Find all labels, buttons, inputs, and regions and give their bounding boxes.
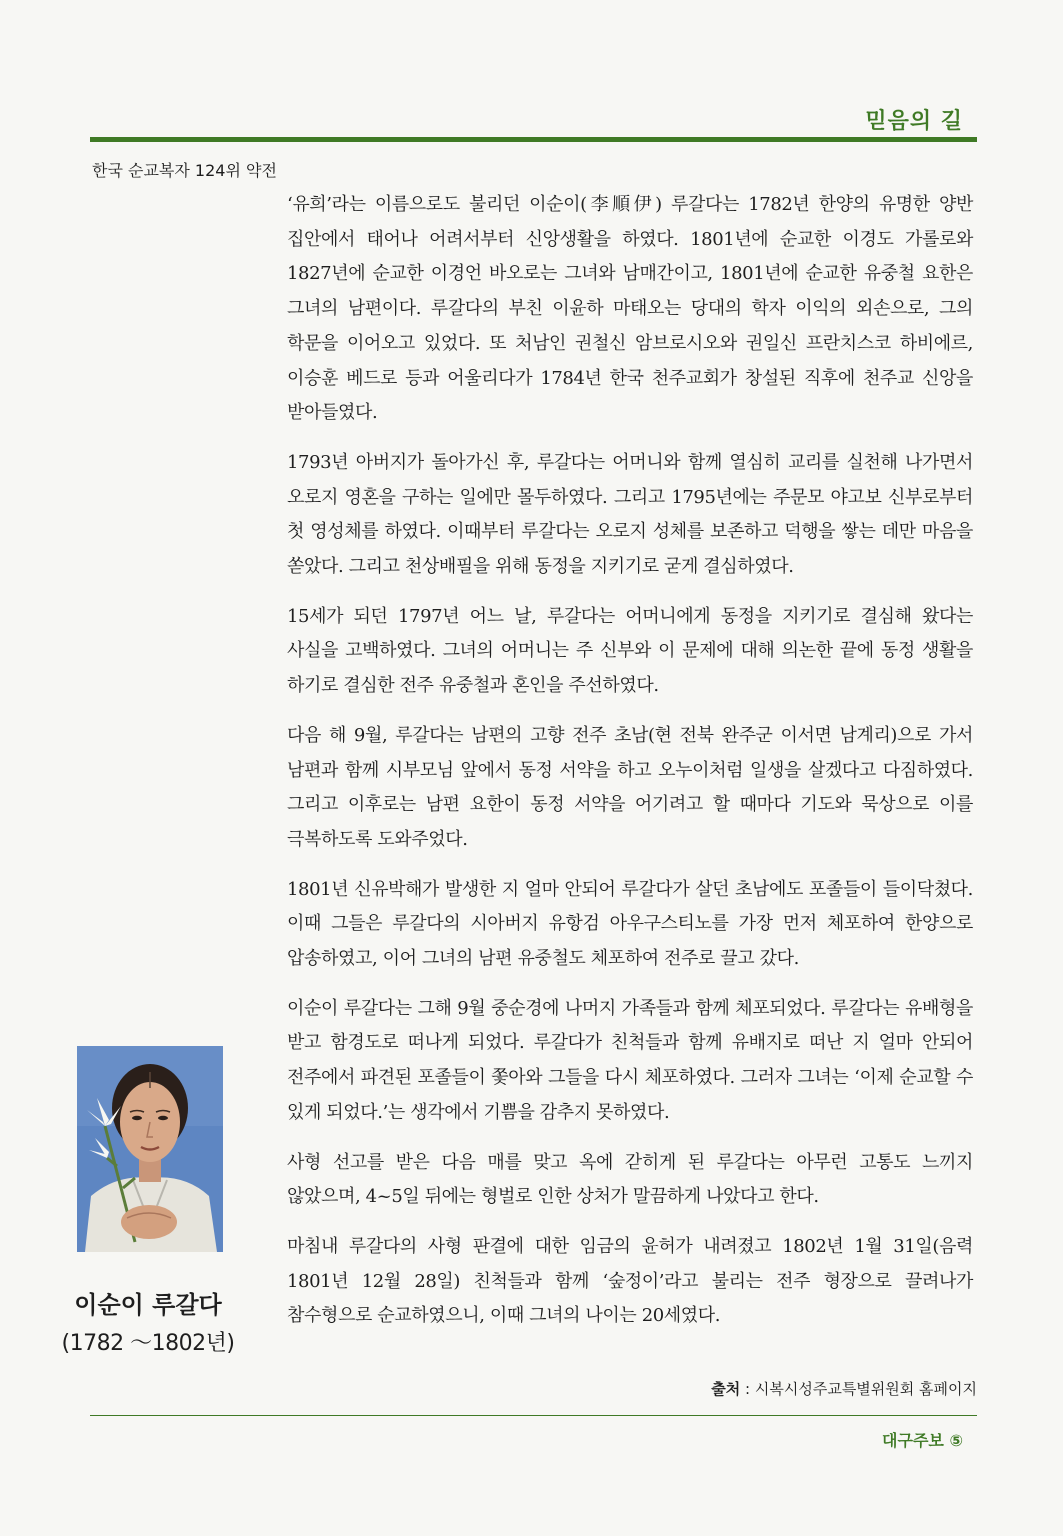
article-paragraph: ‘유희’라는 이름으로도 불리던 이순이(李順伊) 루갈다는 1782년 한양의 유명한 양반 집안에서 태어나 어려서부터 신앙생활을 하였다. 1801년에 순교한 이경도 가롤로와 1827년에 순교한 이경언 바오로는 그녀와 남매간이고, 1801년에 순교한 유중철 요한은 그녀의 남편이다. 루갈다의 부친 이윤하 마태오는 당대의 학자 이익의 외손으로, 그의 학문을 이어오고 있었다. 또 처남인 권철신 암브로시오와 권일신 프란치스코 하비에르, 이승훈 베드로 등과 어울리다가 1784년 한국 천주교회가 창설된 직후에 천주교 신앙을 받아들였다.	[287, 194, 973, 424]
article-paragraph: 이순이 루갈다는 그해 9월 중순경에 나머지 가족들과 함께 체포되었다. 루갈다는 유배형을 받고 함경도로 떠나게 되었다. 루갈다가 친척들과 함께 유배지로 떠난 지 얼마 안되어 전주에서 파견된 포졸들이 쫓아와 그들을 다시 체포하였다. 그러자 그녀는 ‘이제 순교할 수 있게 되었다.’는 생각에서 기쁨을 감추지 못하였다.	[287, 997, 973, 1123]
article-paragraph: 15세가 되던 1797년 어느 날, 루갈다는 어머니에게 동정을 지키기로 결심해 왔다는 사실을 고백하였다. 그녀의 어머니는 주 신부와 이 문제에 대해 의논한 끝에 동정 생활을 하기로 결심한 전주 유중철과 혼인을 주선하였다.	[287, 605, 973, 697]
footer-divider	[90, 1415, 977, 1416]
article-body	[287, 188, 973, 1349]
portrait-hands	[121, 1205, 177, 1239]
portrait-image	[77, 1046, 223, 1252]
article-paragraph: 다음 해 9월, 루갈다는 남편의 고향 전주 초남(현 전북 완주군 이서면 남계리)으로 가서 남편과 함께 시부모님 앞에서 동정 서약을 하고 오누이처럼 일생을 살겠다고 다짐하였다. 그리고 이후로는 남편 요한이 동정 서약을 어기려고 할 때마다 기도와 묵상으로 이를 극복하도록 도와주었다.	[287, 724, 973, 850]
header-divider	[90, 137, 977, 142]
article-paragraph: 마침내 루갈다의 사형 판결에 대한 임금의 윤허가 내려졌고 1802년 1월 31일(음력 1801년 12월 28일) 친척들과 함께 ‘숲정이’라고 불리는 전주 형장으로 끌려나가 참수형으로 순교하였으니, 이때 그녀의 나이는 20세였다.	[287, 1235, 973, 1327]
article-paragraph: 사형 선고를 받은 다음 매를 맞고 옥에 갇히게 된 루갈다는 아무런 고통도 느끼지 않았으며, 4~5일 뒤에는 형벌로 인한 상처가 말끔하게 나았다고 한다.	[287, 1151, 973, 1208]
portrait-painting	[77, 1046, 223, 1252]
article-paragraph: 1801년 신유박해가 발생한 지 얼마 안되어 루갈다가 살던 초남에도 포졸들이 들이닥쳤다. 이때 그들은 루갈다의 시아버지 유항검 아우구스티노를 가장 먼저 체포하여 한양으로 압송하였고, 이어 그녀의 남편 유중철도 체포하여 전주로 끌고 갔다.	[287, 878, 973, 970]
portrait-caption-years: (1782 ～1802년)	[61, 1331, 235, 1356]
article-paragraph: 1793년 아버지가 돌아가신 후, 루갈다는 어머니와 함께 열심히 교리를 실천해 나가면서 오로지 영혼을 구하는 일에만 몰두하였다. 그리고 1795년에는 주문모 야고보 신부로부터 첫 영성체를 하였다. 이때부터 루갈다는 오로지 성체를 보존하고 덕행을 쌓는 데만 마음을 쏟았다. 그리고 천상배필을 위해 동정을 지키기로 굳게 결심하였다.	[287, 451, 973, 578]
page-number: 대구주보 ⑤	[882, 1431, 963, 1450]
source-label: 출처	[711, 1380, 741, 1398]
section-title: 믿음의 길	[865, 109, 963, 134]
source-credit	[711, 1378, 977, 1399]
portrait-caption-name: 이순이 루갈다	[74, 1291, 222, 1319]
series-label: 한국 순교복자 124위 약전	[92, 161, 277, 180]
source-separator: :	[740, 1380, 755, 1398]
source-value: 시복시성주교특별위원회 홈페이지	[754, 1380, 977, 1398]
